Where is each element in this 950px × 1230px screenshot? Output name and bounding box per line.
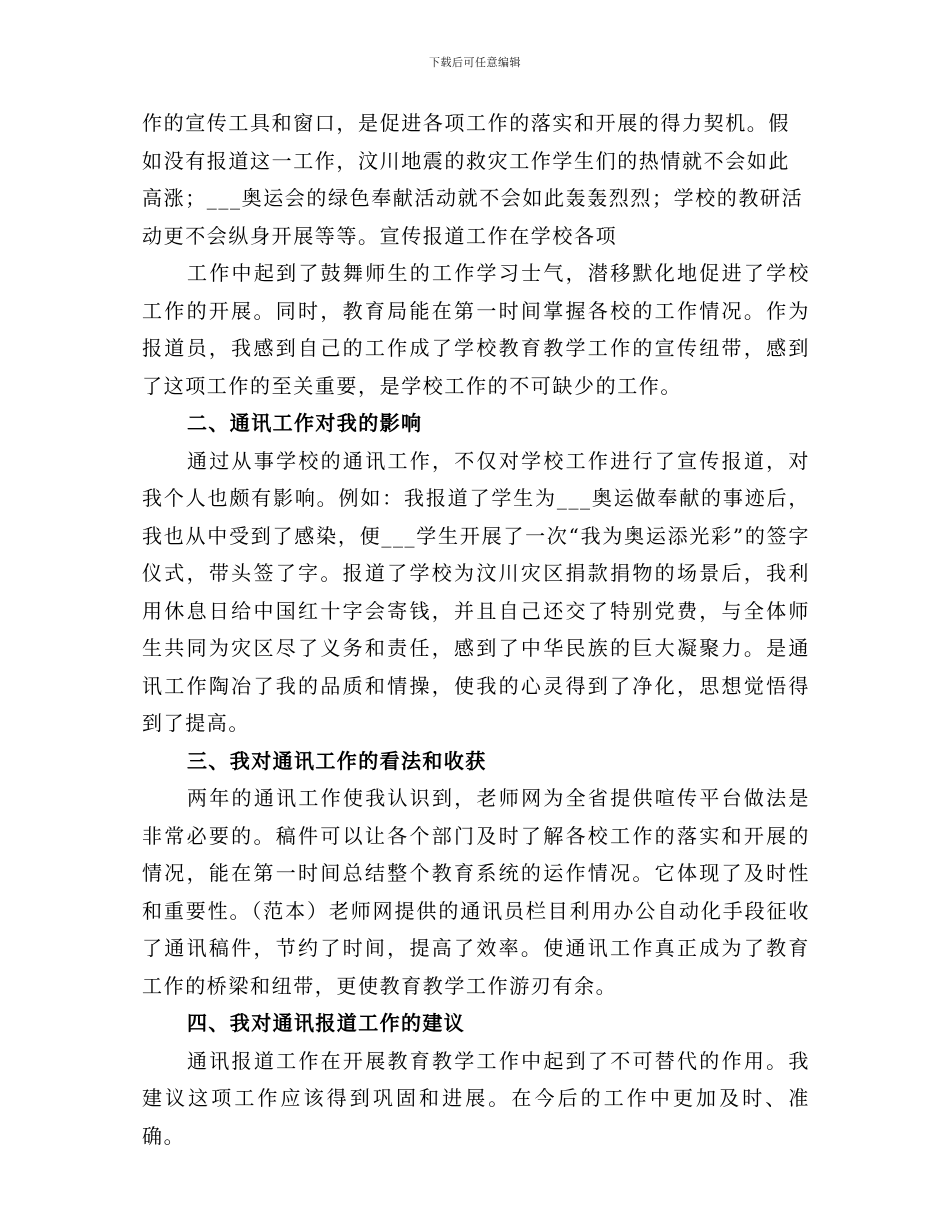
paragraph: 两年的通讯工作使我认识到，老师网为全省提供喧传平台做法是非常必要的。稿件可以让各个部门及时了解各校工作的落实和开展的情况，能在第一时间总结整个教育系统的运作情况。它体现了及时性和重要性。（范本）老师网提供的通讯员栏目利用办公自动化手段征收了通讯稿件，节约了时间，提高了效率。使通讯工作真正成为了教育工作的桥梁和纽带，更使教育教学工作游刃有余。 [142, 786, 810, 998]
section-heading: 三、我对通讯工作的看法和收获 [187, 748, 487, 773]
section-heading: 二、通讯工作对我的影响 [187, 411, 423, 435]
paragraph-continued: 作的宣传工具和窗口，是促进各项工作的落实和开展的得力契机。假如没有报道这一工作，汶川地震的救灾工作学生们的热情就不会如此高涨；___奥运会的绿色奉献活动就不会如此轰轰烈烈；学校的教研活动更不会纵身开展等等。宣传报道工作在学校各项 [142, 111, 804, 248]
document-body [142, 105, 810, 1155]
section-heading: 四、我对通讯报道工作的建议 [187, 1011, 466, 1035]
paragraph: 通讯报道工作在开展教育教学工作中起到了不可替代的作用。我建议这项工作应该得到巩固和进展。在今后的工作中更加及时、准确。 [142, 1048, 810, 1148]
paragraph: 工作中起到了鼓舞师生的工作学习士气，潜移默化地促进了学校工作的开展。同时，教育局能在第一时间掌握各校的工作情况。作为报道员，我感到自己的工作成了学校教育教学工作的宣传纽带，感到了这项工作的至关重要，是学校工作的不可缺少的工作。 [142, 261, 810, 398]
page-header-note: 下载后可任意编辑 [429, 56, 521, 69]
paragraph: 通过从事学校的通讯工作，不仅对学校工作进行了宣传报道，对我个人也颇有影响。例如：我报道了学生为___奥运做奉献的事迹后，我也从中受到了感染，便___学生开展了一次“我为奥运添光彩”的签字仪式，带头签了字。报道了学校为汶川灾区捐款捐物的场景后，我利用休息日给中国红十字会寄钱，并且自己还交了特别党费，与全体师生共同为灾区尽了义务和责任，感到了中华民族的巨大凝聚力。是通讯工作陶冶了我的品质和情操，使我的心灵得到了净化，思想觉悟得到了提高。 [142, 448, 810, 735]
